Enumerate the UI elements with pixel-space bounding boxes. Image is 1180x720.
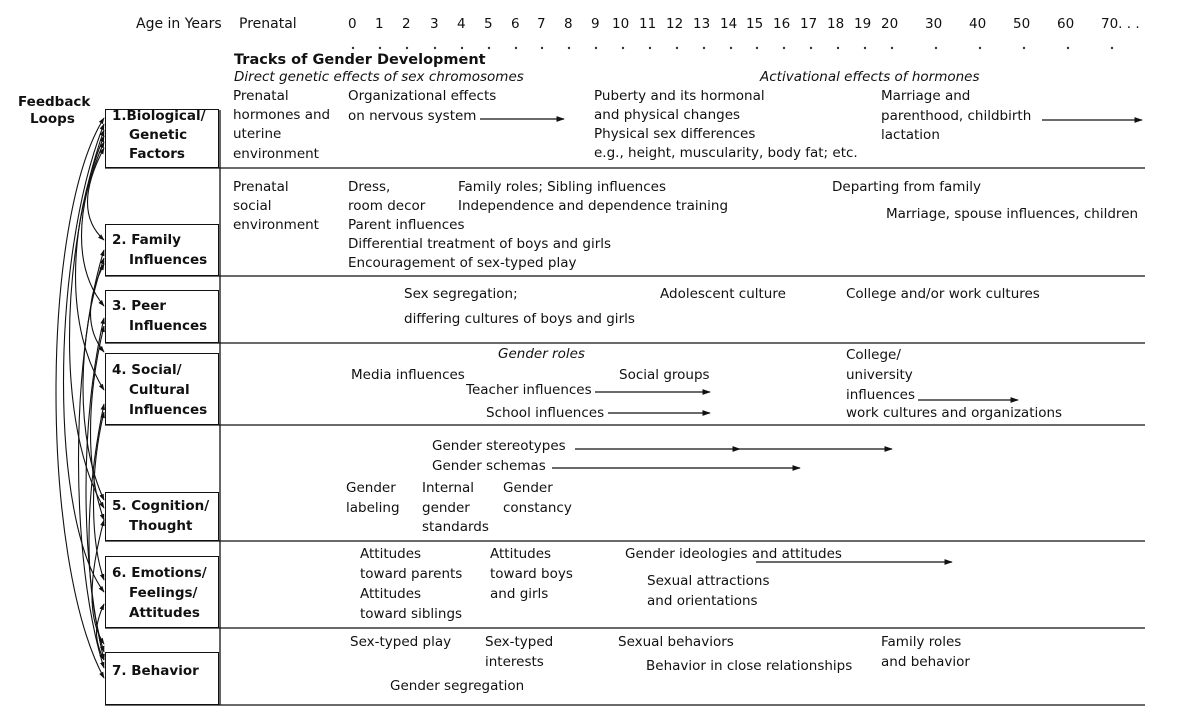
axis-label: Age in Years	[136, 16, 222, 32]
peer-segregation-2: differing cultures of boys and girls	[404, 311, 635, 327]
subtitle-genetic: Direct genetic effects of sex chromosomes	[234, 69, 524, 85]
age-tick: 60	[1057, 16, 1075, 32]
bio-puberty-4: e.g., height, muscularity, body fat; etc.	[594, 145, 858, 161]
track-label-family-2: Influences	[129, 252, 208, 268]
cognition-internal-2: gender	[422, 500, 470, 516]
track-label-cognition-1: 5. Cognition/	[112, 498, 210, 514]
bio-puberty-1: Puberty and its hormonal	[594, 88, 765, 104]
bio-prenatal-2: hormones and	[233, 107, 331, 123]
behavior-interests-1: Sex-typed	[485, 634, 554, 650]
behavior-family-1: Family roles	[881, 634, 962, 650]
emotions-boys-girls-3: and girls	[490, 586, 549, 602]
track-label-family-1: 2. Family	[112, 232, 181, 248]
social-college-2: university	[846, 367, 913, 383]
bio-marriage-1: Marriage and	[881, 88, 971, 104]
social-school: School influences	[486, 405, 605, 421]
age-tick: 8	[564, 16, 573, 32]
social-college-3: influences	[846, 387, 915, 403]
cognition-labeling-1: Gender	[346, 480, 396, 496]
age-tick: 50	[1013, 16, 1031, 32]
family-prenatal-1: Prenatal	[233, 179, 289, 195]
emotions-parents-4: toward siblings	[360, 606, 463, 622]
age-tick: 30	[925, 16, 943, 32]
cognition-constancy-2: constancy	[503, 500, 572, 516]
age-tick: 20	[881, 16, 899, 32]
family-roles-2: Independence and dependence training	[458, 198, 729, 214]
emotions-boys-girls-2: toward boys	[490, 566, 573, 582]
family-roles-1: Family roles; Sibling influences	[458, 179, 666, 195]
track-label-biological-3: Factors	[129, 146, 185, 162]
feedback-curve-2-4	[91, 264, 105, 352]
age-tick: 5	[484, 16, 493, 32]
feedback-label-line-1: Feedback	[18, 94, 91, 110]
social-groups: Social groups	[619, 367, 710, 383]
bio-marriage-2: parenthood, childbirth	[881, 108, 1032, 124]
track-label-social-2: Cultural	[129, 382, 190, 398]
age-tick: 40	[969, 16, 987, 32]
social-college-1: College/	[846, 347, 901, 363]
family-dress-1: Dress,	[348, 179, 391, 195]
peer-adolescent: Adolescent culture	[660, 286, 786, 302]
family-dress-3: Parent influences	[348, 217, 465, 233]
family-marriage: Marriage, spouse influences, children	[886, 206, 1139, 222]
track-label-behavior-1: 7. Behavior	[112, 663, 199, 679]
diagram-title: Tracks of Gender Development	[234, 52, 486, 68]
age-tick: 3	[430, 16, 439, 32]
track-label-social-1: 4. Social/	[112, 362, 182, 378]
social-media: Media influences	[351, 367, 465, 383]
emotions-sexual-1: Sexual attractions	[647, 573, 770, 589]
bio-prenatal-3: uterine	[233, 126, 282, 142]
bio-organizational-1: Organizational effects	[348, 88, 497, 104]
feedback-loop-curves	[56, 118, 104, 678]
social-gender-roles: Gender roles	[498, 346, 585, 362]
behavior-relationships: Behavior in close relationships	[646, 658, 853, 674]
age-tick: 18	[827, 16, 845, 32]
bio-marriage-3: lactation	[881, 127, 940, 143]
bio-puberty-2: and physical changes	[594, 107, 741, 123]
family-dress-4: Differential treatment of boys and girls	[348, 236, 612, 252]
bio-organizational-2: on nervous system	[348, 108, 477, 124]
cognition-internal-3: standards	[422, 519, 489, 535]
age-tick: 16	[773, 16, 791, 32]
bio-prenatal-1: Prenatal	[233, 88, 289, 104]
behavior-sexual: Sexual behaviors	[618, 634, 734, 650]
track-label-peer-2: Influences	[129, 318, 208, 334]
emotions-parents-3: Attitudes	[360, 586, 422, 602]
behavior-play: Sex-typed play	[350, 634, 452, 650]
track-label-emotions-1: 6. Emotions/	[112, 565, 207, 581]
emotions-parents-2: toward parents	[360, 566, 463, 582]
peer-college: College and/or work cultures	[846, 286, 1040, 302]
track-label-biological-2: Genetic	[129, 127, 188, 143]
track-label-emotions-2: Feelings/	[129, 585, 198, 601]
age-tick: 0	[348, 16, 357, 32]
age-tick: 12	[666, 16, 684, 32]
emotions-boys-girls-1: Attitudes	[490, 546, 552, 562]
age-tick: 15	[746, 16, 764, 32]
bio-prenatal-4: environment	[233, 146, 319, 162]
emotions-ideologies: Gender ideologies and attitudes	[625, 546, 842, 562]
cognition-schemas: Gender schemas	[432, 458, 546, 474]
age-tick: 70. . .	[1101, 16, 1140, 32]
feedback-label-line-2: Loops	[30, 111, 75, 127]
behavior-family-2: and behavior	[881, 654, 970, 670]
behavior-interests-2: interests	[485, 654, 544, 670]
behavior-segregation: Gender segregation	[390, 678, 525, 694]
social-teacher: Teacher influences	[466, 382, 592, 398]
social-college-4: work cultures and organizations	[846, 405, 1063, 421]
family-dress-5: Encouragement of sex-typed play	[348, 255, 577, 271]
track-label-peer-1: 3. Peer	[112, 298, 167, 314]
age-tick: 10	[612, 16, 630, 32]
axis-tick-dots	[352, 47, 1113, 49]
age-tick: 11	[639, 16, 657, 32]
family-departing: Departing from family	[832, 179, 981, 195]
family-dress-2: room decor	[348, 198, 426, 214]
axis-prenatal: Prenatal	[239, 16, 297, 32]
track-label-biological-1: 1.Biological/	[112, 108, 206, 124]
emotions-sexual-2: and orientations	[647, 593, 758, 609]
age-tick: 7	[537, 16, 546, 32]
age-tick: 14	[720, 16, 738, 32]
age-tick: 9	[591, 16, 600, 32]
bio-puberty-3: Physical sex differences	[594, 126, 756, 142]
age-tick: 6	[511, 16, 520, 32]
emotions-parents-1: Attitudes	[360, 546, 422, 562]
age-tick: 4	[457, 16, 466, 32]
age-tick: 2	[402, 16, 411, 32]
cognition-internal-1: Internal	[422, 480, 475, 496]
track-label-social-3: Influences	[129, 402, 208, 418]
family-prenatal-3: environment	[233, 217, 319, 233]
track-label-cognition-2: Thought	[129, 518, 193, 534]
subtitle-hormones: Activational effects of hormones	[760, 69, 980, 85]
age-tick: 17	[800, 16, 818, 32]
cognition-labeling-2: labeling	[346, 500, 400, 516]
cognition-constancy-1: Gender	[503, 480, 553, 496]
cognition-stereotypes: Gender stereotypes	[432, 438, 566, 454]
age-tick: 1	[375, 16, 384, 32]
track-label-emotions-3: Attitudes	[129, 605, 200, 621]
age-tick: 13	[693, 16, 711, 32]
family-prenatal-2: social	[233, 198, 272, 214]
age-tick: 19	[854, 16, 872, 32]
peer-segregation-1: Sex segregation;	[404, 286, 518, 302]
